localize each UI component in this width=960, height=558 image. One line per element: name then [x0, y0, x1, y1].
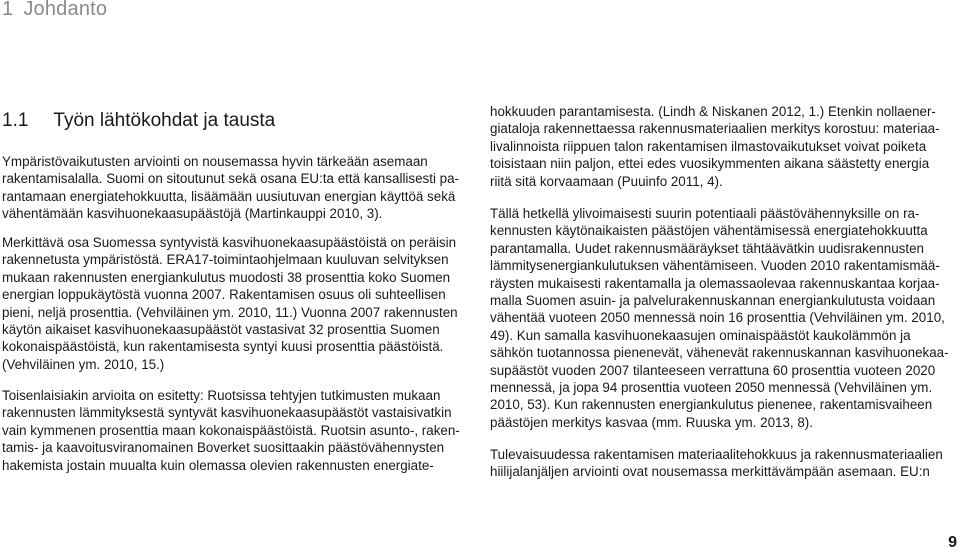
- text-line: lämmitysenergiankulutuksen vähentämiseen. Vuoden 2010 rakentamismää-: [490, 258, 940, 274]
- section-number: 1.1: [2, 110, 29, 131]
- chapter-title: [2, 0, 107, 21]
- text-line: riitä sitä korvaamaan (Puuinfo 2011, 4).: [490, 173, 723, 189]
- text-line: pieni, neljä prosenttia. (Vehviläinen ym. 2010, 11.) Vuonna 2007 rakennusten: [2, 304, 458, 320]
- text-line: päästöjen merkitys kasvaa (mm. Ruuska ym. 2013, 8).: [490, 414, 813, 430]
- text-line: hakemista jostain muualta kuin olemassa olevien rakennusten energiate-: [2, 457, 434, 473]
- text-line: käytön aikaiset kasvihuonekaasupäästöt vastasivat 32 prosenttia Suomen: [2, 322, 440, 338]
- text-line: giataloja rakennettaessa rakennusmateriaalien merkitys korostuu: materiaa-: [490, 121, 940, 137]
- paragraph: [2, 234, 472, 373]
- chapter-title-text: Johdanto: [23, 0, 108, 20]
- text-line: mennessä, ja jopa 94 prosenttia vuoteen 2050 mennessä (Vehviläinen ym.: [490, 380, 933, 396]
- text-line: rakentamisalalla. Suomi on sitoutunut sekä osana EU:ta että kansallisesti pa-: [2, 171, 460, 187]
- text-line: vähentää vuoteen 2050 mennessä noin 16 prosenttia (Vehviläinen ym. 2010,: [490, 310, 945, 326]
- section-heading: [2, 110, 275, 132]
- text-line: kennusten käytönaikaisten päästöjen vähentämisessä energiatehokkuutta: [490, 223, 928, 239]
- text-line: vain kymmenen prosenttia maan kokonaispäästöistä. Ruotsin asunto-, raken-: [2, 422, 460, 438]
- paragraph: [2, 153, 472, 223]
- text-line: vähentämään kasvihuonekaasupäästöjä (Martinkauppi 2010, 3).: [2, 206, 383, 222]
- section-title-text: Työn lähtökohdat ja tausta: [53, 110, 276, 131]
- text-line: parantamalla. Uudet rakennusmääräykset tähtäävätkin uudisrakennusten: [490, 240, 924, 256]
- text-line: hiilijalanjäljen arviointi ovat nousemassa merkittävämpään asemaan. EU:n: [490, 464, 930, 480]
- text-line: 2010, 53). Kun rakennusten energiankulutus pienenee, rakentamisvaiheen: [490, 397, 933, 413]
- text-line: (Vehviläinen ym. 2010, 15.): [2, 356, 165, 372]
- text-line: livalinnoista riippuen talon rakentamisen ilmastovaikutukset voivat poiketa: [490, 138, 927, 154]
- text-line: Tulevaisuudessa rakentamisen materiaalitehokkuus ja rakennusmateriaalien: [490, 447, 943, 462]
- paragraph: [490, 446, 956, 481]
- text-line: hokkuuden parantamisesta. (Lindh & Niskanen 2012, 1.) Etenkin nollaener-: [490, 104, 936, 119]
- text-line: supäästöt vuoden 2007 tilanteeseen verrattuna 60 prosenttia vuoteen 2020: [490, 362, 936, 378]
- chapter-number: 1: [2, 0, 14, 20]
- text-line: rakennetusta ympäristöstä. ERA17-toimintaohjelmaan kuuluvan selvityksen: [2, 252, 449, 268]
- text-line: sähkön tuotannossa pienenevät, vähenevät rakennuskannan kasvihuonekaa-: [490, 345, 949, 361]
- text-line: Ympäristövaikutusten arviointi on nousemassa hyvin tärkeään asemaan: [2, 154, 428, 169]
- text-line: räysten mukaisesti rakentamalla ja olemassaolevaa rakennuskantaa korjaa-: [490, 275, 940, 291]
- text-line: kokonaispäästöistä, kun rakentamisesta syntyi kuusi prosenttia päästöistä.: [2, 339, 444, 355]
- text-line: Toisenlaisiakin arvioita on esitetty: Ruotsissa tehtyjen tutkimusten mukaan: [2, 388, 441, 403]
- text-line: Merkittävä osa Suomessa syntyvistä kasvihuonekaasupäästöistä on peräisin: [2, 235, 457, 250]
- text-line: energian loppukäytöstä vuonna 2007. Rakentamisen osuus oli suhteellisen: [2, 287, 446, 303]
- text-line: mukaan rakennusten energiankulutus muodosti 38 prosenttia koko Suomen: [2, 269, 451, 285]
- text-line: rakennusten lämmityksestä syntyvät kasvihuonekaasupäästöt vastaisivatkin: [2, 405, 452, 421]
- text-line: Tällä hetkellä ylivoimaisesti suurin potentiaali päästövähennyksille on ra-: [490, 206, 920, 221]
- paragraph: [2, 387, 472, 474]
- text-line: rantamaan energiatehokkuutta, lisäämään uusiutuvan energian käyttöä sekä: [2, 188, 456, 204]
- text-line: tamis- ja kaavoitusviranomainen Boverket suosittaakin päästövähennysten: [2, 440, 445, 456]
- paragraph: [490, 103, 956, 190]
- text-line: toisistaan niin paljon, ettei edes vuosikymmenten aikana säästetty energia: [490, 156, 930, 172]
- text-line: 49). Kun samalla kasvihuonekaasujen ominaispäästöt kaukolämmön ja: [490, 327, 911, 343]
- page-number: 9: [948, 534, 957, 551]
- text-line: malla Suomen asuin- ja palvelurakennuskannan energiankulutusta voidaan: [490, 293, 936, 309]
- paragraph: [490, 205, 956, 431]
